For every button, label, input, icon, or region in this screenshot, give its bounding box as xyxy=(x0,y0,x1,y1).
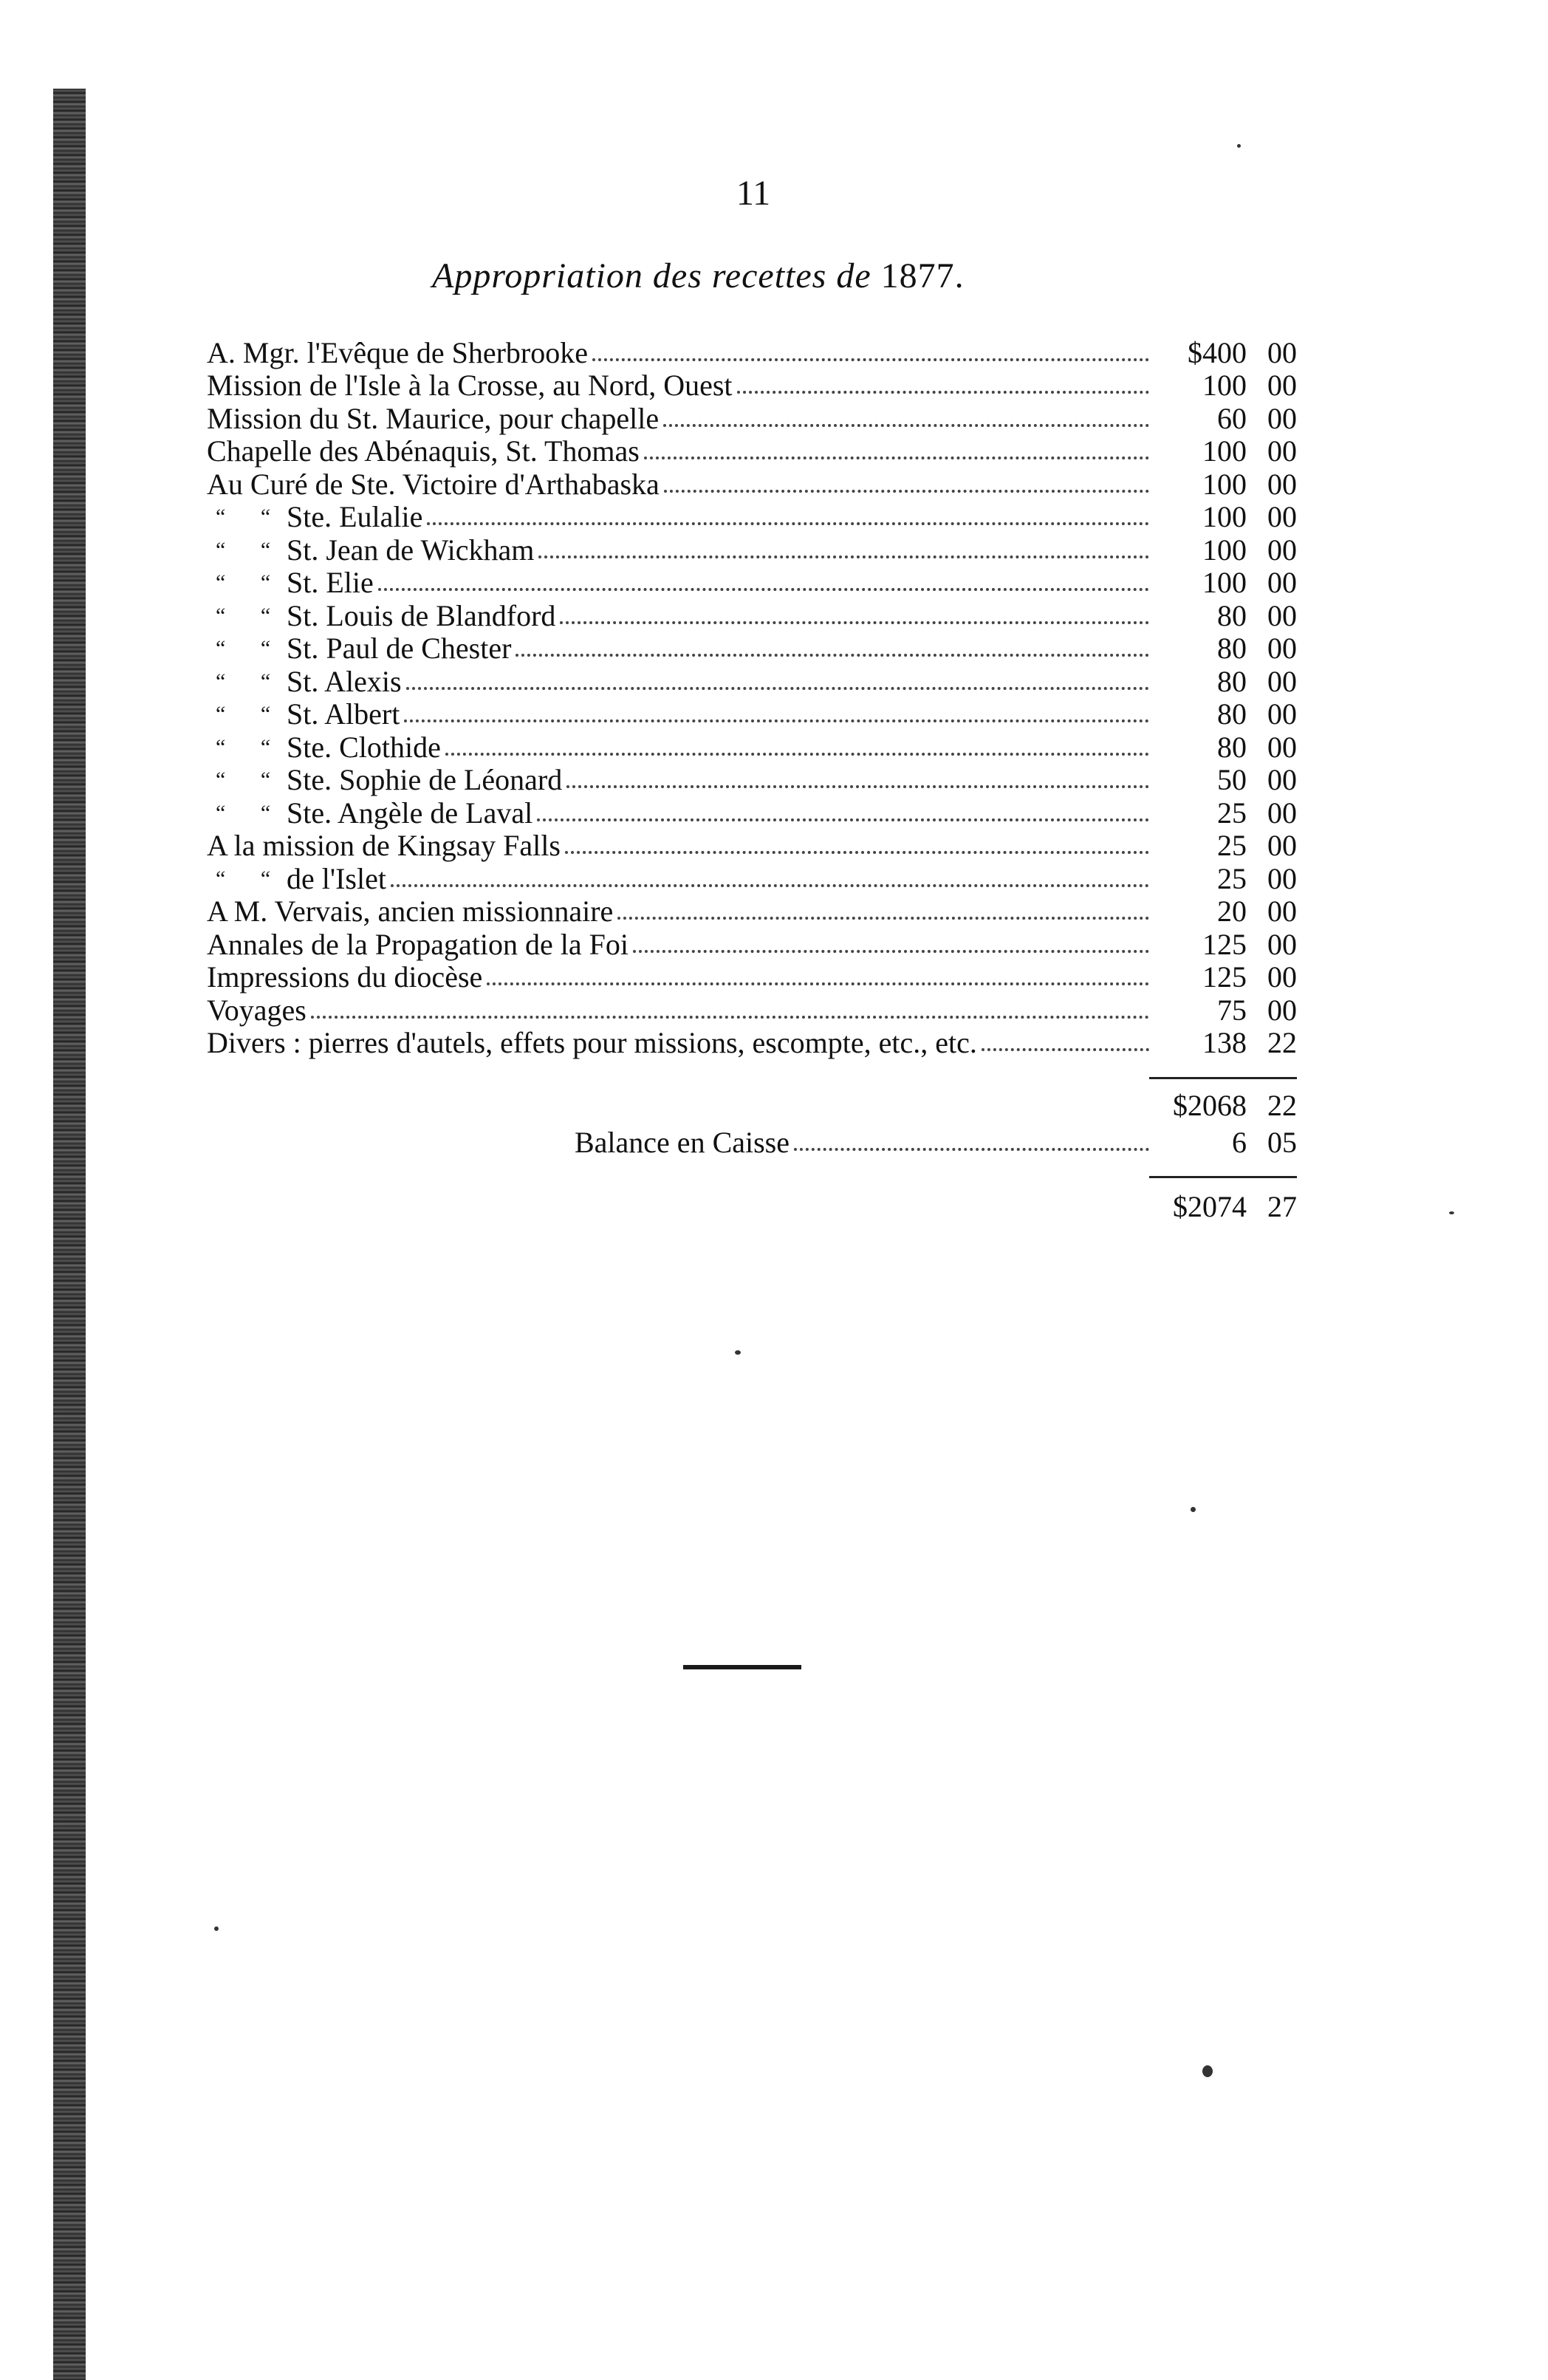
row-cents: 00 xyxy=(1267,895,1297,928)
ditto-mark: “ “ xyxy=(216,702,286,726)
dot-leader xyxy=(404,719,1149,722)
page-number: 11 xyxy=(736,174,771,213)
row-label: St. Alexis xyxy=(287,664,402,698)
row-dollars: 80 xyxy=(1217,697,1247,731)
row-amount xyxy=(1157,994,1297,1027)
dot-leader xyxy=(406,687,1149,690)
row-cents: 00 xyxy=(1267,369,1297,402)
row-amount xyxy=(1157,435,1297,468)
page-title xyxy=(432,256,1067,295)
dot-leader xyxy=(445,753,1149,756)
row-amount xyxy=(1157,337,1297,369)
row-label: de l'Islet xyxy=(287,861,386,895)
ledger-row xyxy=(207,533,1297,567)
ditto-mark: “ “ xyxy=(216,800,286,825)
row-dollars: 50 xyxy=(1217,763,1247,796)
row-dollars: 20 xyxy=(1217,895,1247,928)
row-amount xyxy=(1157,666,1297,698)
grand-total-dollars: $2074 xyxy=(1173,1190,1247,1223)
row-label: Mission du St. Maurice, pour chapelle xyxy=(207,401,660,435)
ink-speck xyxy=(1191,1507,1196,1512)
ink-speck xyxy=(1202,2065,1213,2077)
row-label: St. Albert xyxy=(287,697,400,731)
row-label: Impressions du diocèse xyxy=(207,960,483,994)
dot-leader xyxy=(427,522,1149,525)
row-cents: 00 xyxy=(1267,598,1297,632)
subtotal-dollars: $2068 xyxy=(1173,1089,1247,1122)
row-dollars: 125 xyxy=(1202,960,1247,994)
ledger-row xyxy=(207,796,1297,830)
row-cents: 00 xyxy=(1267,763,1297,796)
row-cents: 00 xyxy=(1267,697,1297,731)
ink-speck xyxy=(1449,1211,1454,1214)
row-cents: 00 xyxy=(1267,829,1297,862)
row-label: Ste. Eulalie xyxy=(287,500,423,533)
row-cents: 00 xyxy=(1267,861,1297,895)
ledger-row xyxy=(207,1027,1297,1060)
dot-leader xyxy=(487,982,1149,985)
row-label: St. Paul de Chester xyxy=(287,632,512,665)
row-amount xyxy=(1157,895,1297,928)
ditto-mark: “ “ xyxy=(216,767,286,792)
dot-leader xyxy=(538,555,1149,558)
row-dollars: 25 xyxy=(1217,829,1247,862)
ledger-row xyxy=(207,895,1297,929)
row-dollars: 100 xyxy=(1202,566,1247,599)
row-amount xyxy=(1157,567,1297,599)
row-amount xyxy=(1157,534,1297,567)
dot-leader xyxy=(516,654,1149,657)
row-amount xyxy=(1157,468,1297,501)
ledger-row xyxy=(207,994,1297,1027)
ledger-row xyxy=(207,830,1297,863)
row-dollars: 80 xyxy=(1217,664,1247,698)
subtotal-cents: 22 xyxy=(1267,1089,1297,1122)
ledger-row xyxy=(207,336,1297,369)
ledger-row xyxy=(207,501,1297,534)
row-dollars: 138 xyxy=(1202,1026,1247,1059)
end-rule xyxy=(683,1665,801,1669)
row-amount xyxy=(1157,929,1297,961)
ditto-mark: “ “ xyxy=(216,537,286,562)
row-amount xyxy=(1157,830,1297,862)
row-cents: 00 xyxy=(1267,335,1297,369)
title-text: Appropriation des recettes de xyxy=(432,256,871,295)
row-cents: 00 xyxy=(1267,467,1297,501)
subtotal-row xyxy=(1149,1090,1297,1122)
row-amount xyxy=(1157,369,1297,402)
row-dollars: 80 xyxy=(1217,730,1247,764)
row-dollars: 25 xyxy=(1217,861,1247,895)
dot-leader xyxy=(633,950,1149,953)
row-amount xyxy=(1157,698,1297,731)
row-label: A. Mgr. l'Evêque de Sherbrooke xyxy=(207,335,588,369)
row-cents: 00 xyxy=(1267,664,1297,698)
row-dollars: 80 xyxy=(1217,598,1247,632)
title-year: 1877. xyxy=(880,256,965,295)
ledger-row xyxy=(207,369,1297,403)
ditto-mark: “ “ xyxy=(216,505,286,529)
dot-leader xyxy=(378,588,1149,591)
dot-leader xyxy=(617,917,1149,920)
row-label: A M. Vervais, ancien missionnaire xyxy=(207,895,614,928)
ledger-row xyxy=(207,468,1297,501)
row-amount xyxy=(1157,600,1297,632)
row-cents: 00 xyxy=(1267,960,1297,994)
row-amount xyxy=(1157,961,1297,994)
row-label: Ste. Sophie de Léonard xyxy=(287,763,563,796)
row-amount xyxy=(1157,731,1297,764)
row-cents: 00 xyxy=(1267,927,1297,961)
dot-leader xyxy=(560,621,1149,624)
ledger-row xyxy=(207,698,1297,731)
ditto-mark: “ “ xyxy=(216,570,286,595)
row-cents: 00 xyxy=(1267,401,1297,435)
balance-dollars: 6 xyxy=(1232,1126,1247,1159)
balance-amount xyxy=(1157,1126,1297,1159)
row-dollars: 100 xyxy=(1202,434,1247,468)
dot-leader xyxy=(566,785,1149,788)
ditto-mark: “ “ xyxy=(216,668,286,694)
row-label: St. Jean de Wickham xyxy=(287,533,535,567)
dot-leader xyxy=(982,1048,1149,1051)
ledger-row xyxy=(207,632,1297,666)
row-dollars: 100 xyxy=(1202,500,1247,533)
book-binding-edge xyxy=(53,89,86,2380)
ink-speck xyxy=(735,1350,741,1355)
row-dollars: 60 xyxy=(1217,401,1247,435)
row-cents: 00 xyxy=(1267,796,1297,830)
row-dollars: 75 xyxy=(1217,993,1247,1027)
ledger-row xyxy=(207,731,1297,764)
row-label: Chapelle des Abénaquis, St. Thomas xyxy=(207,434,640,468)
grand-total-row xyxy=(1149,1191,1297,1223)
dot-leader xyxy=(565,851,1149,854)
ledger-row xyxy=(207,665,1297,698)
ledger-row xyxy=(207,599,1297,632)
row-label: Voyages xyxy=(207,993,306,1027)
dot-leader xyxy=(644,456,1149,459)
row-cents: 00 xyxy=(1267,730,1297,764)
balance-row xyxy=(575,1126,1297,1159)
row-label: Mission de l'Isle à la Crosse, au Nord, Ouest xyxy=(207,369,733,402)
dot-leader xyxy=(391,884,1149,887)
ledger-row xyxy=(207,402,1297,435)
row-label: Divers : pierres d'autels, effets pour missions, escompte, etc., etc. xyxy=(207,1026,977,1059)
row-label: Ste. Angèle de Laval xyxy=(287,796,533,830)
dot-leader xyxy=(794,1148,1149,1151)
dot-leader xyxy=(664,490,1149,493)
total-rule xyxy=(1149,1176,1297,1178)
ditto-mark: “ “ xyxy=(216,866,286,891)
row-amount xyxy=(1157,632,1297,665)
row-cents: 00 xyxy=(1267,434,1297,468)
dot-leader xyxy=(592,358,1149,361)
row-amount xyxy=(1157,1027,1297,1059)
row-amount xyxy=(1157,501,1297,533)
row-cents: 00 xyxy=(1267,993,1297,1027)
row-dollars: 80 xyxy=(1217,632,1247,665)
ledger-row xyxy=(207,567,1297,600)
ditto-mark: “ “ xyxy=(216,636,286,660)
row-label: A la mission de Kingsay Falls xyxy=(207,829,561,862)
row-amount xyxy=(1157,764,1297,796)
row-label: St. Elie xyxy=(287,566,374,599)
row-dollars: 100 xyxy=(1202,533,1247,567)
balance-cents: 05 xyxy=(1267,1126,1297,1159)
ink-speck xyxy=(214,1926,219,1931)
appropriation-ledger xyxy=(207,336,1297,1059)
ledger-row xyxy=(207,961,1297,994)
row-dollars: 125 xyxy=(1202,927,1247,961)
row-dollars: $400 xyxy=(1188,335,1247,369)
dot-leader xyxy=(737,391,1149,394)
row-amount xyxy=(1157,403,1297,435)
row-dollars: 100 xyxy=(1202,369,1247,402)
row-cents: 00 xyxy=(1267,533,1297,567)
ink-speck xyxy=(1237,144,1241,148)
dot-leader xyxy=(537,818,1149,821)
row-label: Au Curé de Ste. Victoire d'Arthabaska xyxy=(207,467,660,501)
ledger-row xyxy=(207,764,1297,797)
row-cents: 00 xyxy=(1267,632,1297,665)
row-label: Ste. Clothide xyxy=(287,730,441,764)
ledger-row xyxy=(207,928,1297,961)
row-label: St. Louis de Blandford xyxy=(287,598,556,632)
ledger-row xyxy=(207,862,1297,895)
ditto-mark: “ “ xyxy=(216,603,286,628)
subtotal-rule xyxy=(1149,1077,1297,1079)
row-cents: 22 xyxy=(1267,1026,1297,1059)
row-label: Annales de la Propagation de la Foi xyxy=(207,927,629,961)
ditto-mark: “ “ xyxy=(216,734,286,759)
balance-label: Balance en Caisse xyxy=(575,1126,790,1159)
row-amount xyxy=(1157,797,1297,830)
row-amount xyxy=(1157,863,1297,895)
row-dollars: 25 xyxy=(1217,796,1247,830)
row-cents: 00 xyxy=(1267,566,1297,599)
row-cents: 00 xyxy=(1267,500,1297,533)
dot-leader xyxy=(663,424,1149,427)
row-dollars: 100 xyxy=(1202,467,1247,501)
grand-total-cents: 27 xyxy=(1267,1190,1297,1223)
dot-leader xyxy=(311,1016,1149,1019)
ledger-row xyxy=(207,435,1297,468)
